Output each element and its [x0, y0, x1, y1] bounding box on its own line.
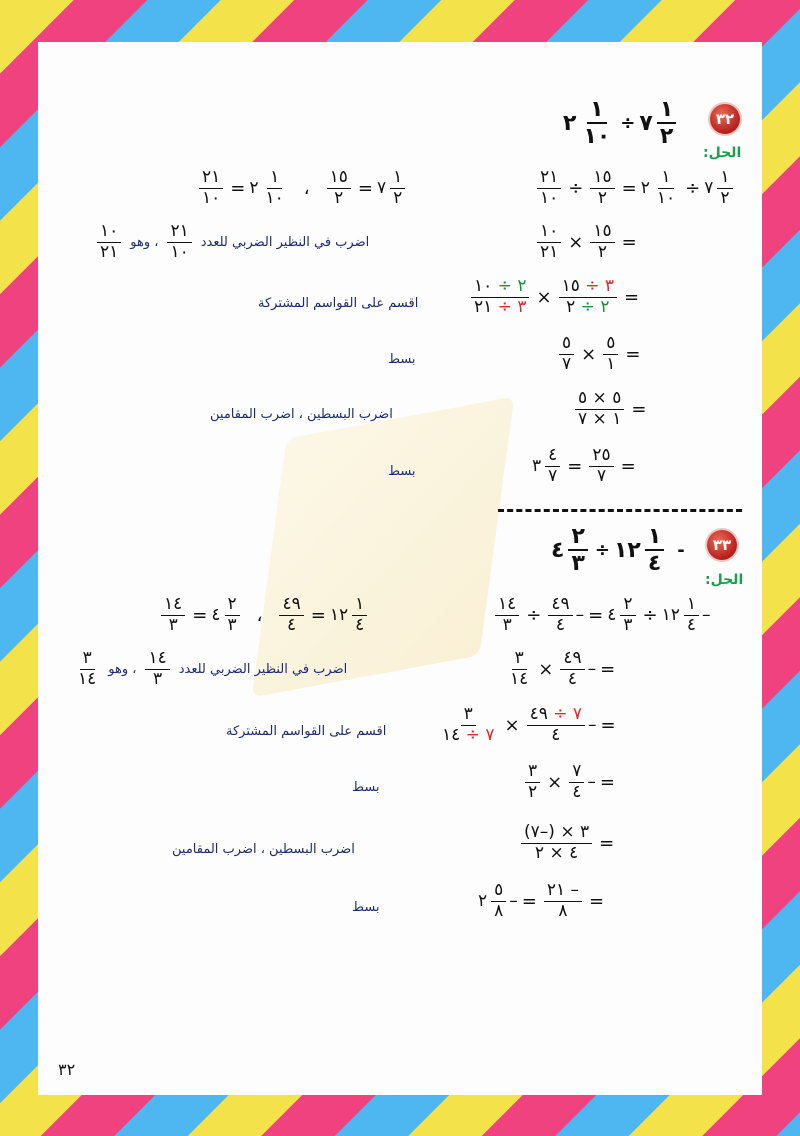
p33-step3: $\frac{٣}{٧ \div ١٤}$ × $\frac{٧ \div ٤٩}{٤}$ – = — [442, 704, 616, 745]
p32-step2-note: $\frac{١٠}{٢١}$ ، وهو $\frac{٢١}{١٠}$ اضرب في النظير الضربي للعدد — [94, 223, 369, 262]
p32-step4: $\frac{٥}{٧}$ × $\frac{٥}{١}$ = — [556, 335, 644, 374]
p33-step6-note: بسط — [352, 900, 380, 915]
solution-label-33: الحل: — [705, 572, 744, 588]
problem-32-statement: ٢ $\frac{١}{١٠}$ ÷ ٧ $\frac{١}{٢}$ — [563, 98, 679, 148]
p33-step6: ٢ $\frac{٥}{٨}$ – = $\frac{٢١ -}{٨}$ = — [478, 880, 605, 921]
p32-step2: $\frac{١٠}{٢١}$ × $\frac{١٥}{٢}$ = — [534, 223, 641, 262]
problem-32-badge: ٣٢ — [710, 104, 740, 134]
problem-33-badge: ٣٣ — [707, 530, 737, 560]
p32-step6-note: بسط — [388, 464, 416, 479]
p33-mixed-conversion: $\frac{١٤}{٣}$ = ٤ $\frac{٢}{٣}$ ، $\frac{٤٩}{٤}$ = ١٢ $\frac{١}{٤}$ — [158, 596, 370, 635]
p32-step3-note: اقسم على القواسم المشتركة — [258, 296, 419, 311]
solution-label-32: الحل: — [703, 145, 742, 161]
p32-step5-note: اضرب البسطين ، اضرب المقامين — [210, 407, 393, 422]
section-divider — [498, 509, 742, 512]
p33-step5: $\frac{(٧-) \times ٣}{٤ \times ٢}$ = — [518, 824, 618, 863]
p33-step2: $\frac{٣}{١٤}$ × $\frac{٤٩}{٤}$ – = — [510, 648, 616, 689]
p33-main-equation: $\frac{١٤}{٣}$ ÷ $\frac{٤٩}{٤}$ – = ٤ $\frac{٢}{٣}$ ÷ ١٢ $\frac{١}{٤}$ – — [492, 596, 711, 635]
p32-step3: $\frac{٢ \div ١٠}{٣ \div ٢١}$ × $\frac{٣ \div ١٥}{٢ \div ٢}$ = — [468, 278, 643, 317]
p33-step2-note: $\frac{٣}{١٤}$ ، وهو $\frac{١٤}{٣}$ اضرب في النظير الضربي للعدد — [78, 648, 348, 689]
p33-step5-note: اضرب البسطين ، اضرب المقامين — [172, 842, 355, 857]
p32-main-equation: $\frac{٢١}{١٠}$ ÷ $\frac{١٥}{٢}$ = ٢ $\frac{١}{١٠}$ ÷ ٧ $\frac{١}{٢}$ — [534, 169, 736, 208]
worksheet-page — [38, 42, 762, 1095]
page-number: ٣٢ — [58, 1060, 76, 1079]
problem-33-statement: ٤ $\frac{٢}{٣}$ ÷ ١٢ $\frac{١}{٤}$ - — [551, 524, 685, 577]
p32-step4-note: بسط — [388, 352, 416, 367]
p32-mixed-conversion: $\frac{٢١}{١٠}$ = ٢ $\frac{١}{١٠}$ ، $\frac{١٥}{٢}$ = ٧ $\frac{١}{٢}$ — [196, 169, 408, 208]
p32-step6: ٣ $\frac{٤}{٧}$ = $\frac{٢٥}{٧}$ = — [532, 445, 636, 486]
p33-step4: $\frac{٣}{٢}$ × $\frac{٧}{٤}$ – = — [522, 763, 619, 802]
p33-step3-note: اقسم على القواسم المشتركة — [226, 724, 387, 739]
p32-step5: $\frac{٥ \times ٥}{١ \times ٧}$ = — [572, 390, 650, 429]
p33-step4-note: بسط — [352, 780, 380, 795]
